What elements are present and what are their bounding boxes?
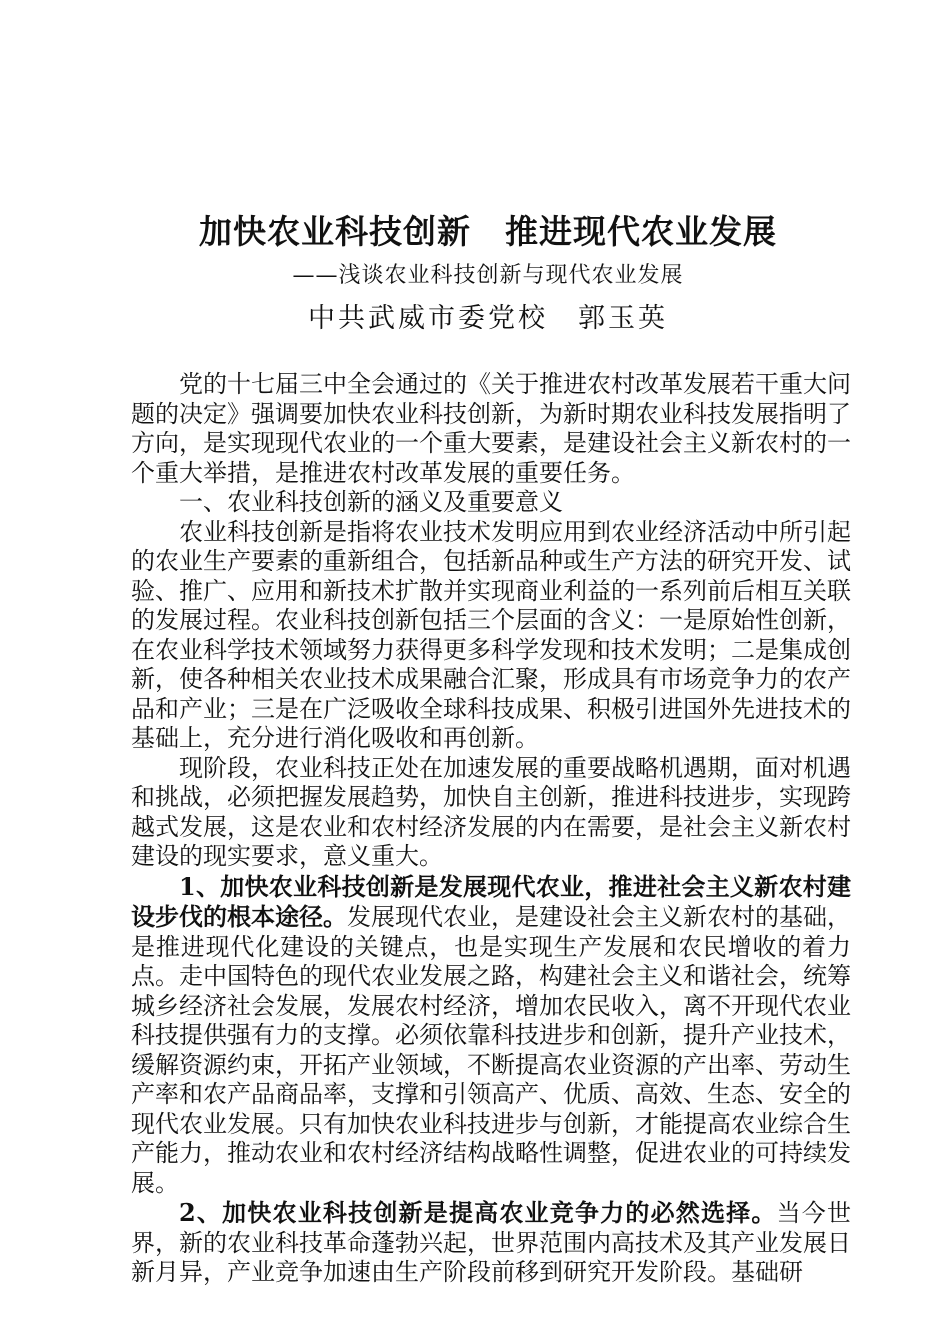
document-subtitle: ——浅谈农业科技创新与现代农业发展 bbox=[292, 263, 684, 288]
point-1-paragraph bbox=[131, 872, 851, 1199]
definition-paragraph: 农业科技创新是指将农业技术发明应用到农业经济活动中所引起的农业生产要素的重新组合，包括新品种或生产方法的研究开发、试验、推广、应用和新技术扩散并实现商业利益的一系列前后相互关联的发展过程。农业科技创新包括三个层面的含义：一是原始性创新，在农业科学技术领域努力获得更多科学发现和技术发明；二是集成创新，使各种相关农业技术成果融合汇聚，形成具有市场竞争力的农产品和产业；三是在广泛吸收全球科技成果、积极引进国外先进技术的基础上，充分进行消化吸收和再创新。 bbox=[131, 517, 851, 752]
point-1-heading: 1、加快农业科技创新是发展现代农业，推进社会主义新农村建设步伐的根本途径。 bbox=[131, 871, 851, 931]
point-1-text: 发展现代农业，是建设社会主义新农村的基础，是推进现代化建设的关键点，也是实现生产发展和农民增收的着力点。走中国特色的现代农业发展之路，构建社会主义和谐社会，统筹城乡经济社会发展，发展农村经济，增加农民收入，离不开现代农业科技提供强有力的支撑。必须依靠科技进步和创新，提升产业技术，缓解资源约束，开拓产业领域，不断提高农业资源的产出率、劳动生产率和农产品商品率，支撑和引领高产、优质、高效、生态、安全的现代农业发展。只有加快农业科技进步与创新，才能提高农业综合生产能力，推动农业和农村经济结构战略性调整，促进农业的可持续发展。 bbox=[131, 903, 851, 1197]
document-title: 加快农业科技创新 推进现代农业发展 bbox=[199, 212, 777, 251]
document-author: 中共武威市委党校 郭玉英 bbox=[308, 303, 668, 334]
significance-paragraph: 现阶段，农业科技正处在加速发展的重要战略机遇期，面对机遇和挑战，必须把握发展趋势，加快自主创新，推进科技进步，实现跨越式发展，这是农业和农村经济发展的内在需要，是社会主义新农村建设的现实要求，意义重大。 bbox=[131, 753, 851, 870]
point-2-heading: 2、加快农业科技创新是提高农业竞争力的必然选择。 bbox=[179, 1198, 777, 1227]
point-2-paragraph bbox=[131, 1198, 851, 1288]
point-2-text: 当今世界，新的农业科技革命蓬勃兴起，世界范围内高技术及其产业发展日新月异，产业竞争加速由生产阶段前移到研究开发阶段。基础研 bbox=[131, 1199, 852, 1286]
section-heading: 一、农业科技创新的涵义及重要意义 bbox=[179, 488, 563, 516]
intro-paragraph: 党的十七届三中全会通过的《关于推进农村改革发展若干重大问题的决定》强调要加快农业科技创新，为新时期农业科技发展指明了方向，是实现现代农业的一个重大要素，是建设社会主义新农村的一个重大举措，是推进农村改革发展的重要任务。 bbox=[131, 370, 851, 487]
document-body bbox=[131, 370, 851, 1288]
